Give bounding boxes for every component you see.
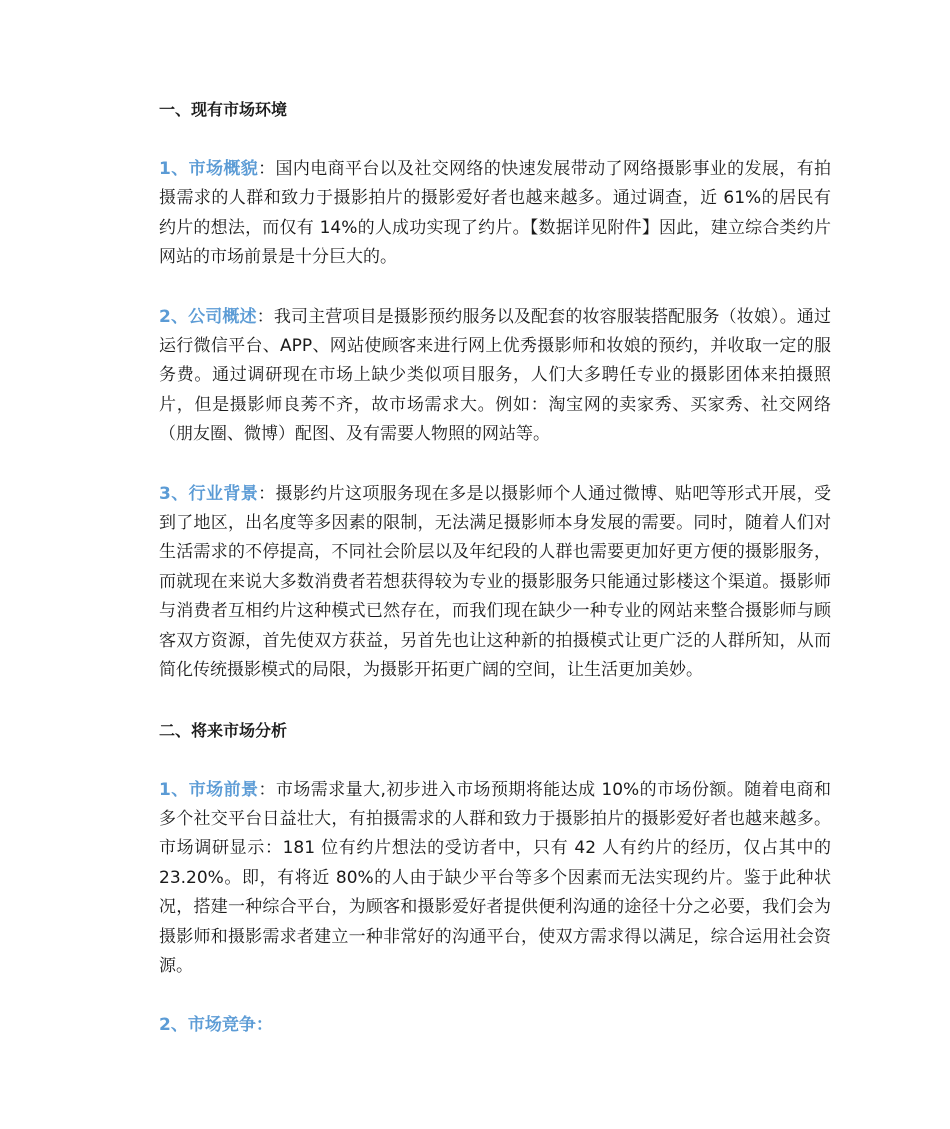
- section1-item2-paragraph: [159, 303, 831, 450]
- section1-item3-text: ：摄影约片这项服务现在多是以摄影师个人通过微博、贴吧等形式开展，受到了地区，出名度等多因素的限制，无法满足摄影师本身发展的需要。同时，随着人们对生活需求的不停提高，不同社会阶层以及年纪段的人群也需要更加好更方便的摄影服务，而就现在来说大多数消费者若想获得较为专业的摄影服务只能通过影楼这个渠道。摄影师与消费者互相约片这种模式已然存在，而我们现在缺少一种专业的网站来整合摄影师与顾客双方资源，首先使双方获益，另首先也让这种新的拍摄模式让更广泛的人群所知，从而简化传统摄影模式的局限，为摄影开拓更广阔的空间，让生活更加美妙。: [159, 483, 831, 681]
- section2-item1-paragraph: [159, 776, 831, 982]
- section1-heading: 一、现有市场环境: [159, 100, 288, 119]
- section2-item2-text: ：: [255, 1015, 273, 1036]
- section1-item3-label: 3、行业背景: [159, 483, 259, 504]
- section1-item2-text: ：我司主营项目是摄影预约服务以及配套的妆容服装搭配服务（妆娘）。通过运行微信平台、APP、网站使顾客来进行网上优秀摄影师和妆娘的预约，并收取一定的服务费。通过调研现在市场上缺少类似项目服务，人们大多聘任专业的摄影团体来拍摄照片，但是摄影师良莠不齐，故市场需求大。例如：淘宝网的卖家秀、买家秀、社交网络（朋友圈、微博）配图、及有需要人物照的网站等。: [159, 306, 831, 445]
- section1-item1-label: 1、市场概貌: [159, 159, 259, 179]
- section2-item1-label: 1、市场前景: [159, 779, 259, 800]
- section1-item3-paragraph: [159, 480, 831, 686]
- section2-item2-label: 2、市场竞争: [159, 1015, 256, 1036]
- section1-item1-text: ：国内电商平台以及社交网络的快速发展带动了网络摄影事业的发展，有拍摄需求的人群和致力于摄影拍片的摄影爱好者也越来越多。通过调查，近 61%的居民有约片的想法，而仅有 14%的人成功实现了约片。【数据详见附件】因此，建立综合类约片网站的市场前景是十分巨大的。: [159, 159, 831, 268]
- section2-item1-text: ：市场需求量大,初步进入市场预期将能达成 10%的市场份额。随着电商和多个社交平台日益壮大，有拍摄需求的人群和致力于摄影拍片的摄影爱好者也越来越多。市场调研显示：181 位有约片想法的受访者中，只有 42 人有约片的经历，仅占其中的 23.20%。即，有将近 80%的人由于缺少平台等多个因素而无法实现约片。鉴于此种状况，搭建一种综合平台，为顾客和摄影爱好者提供便利沟通的途径十分之必要，我们会为摄影师和摄影需求者建立一种非常好的沟通平台，使双方需求得以满足，综合运用社会资源。: [159, 779, 831, 976]
- document-page: [159, 96, 831, 1041]
- section2-item2-paragraph: [159, 1011, 831, 1040]
- section2-heading: 二、将来市场分析: [159, 720, 288, 740]
- section1-item2-label: 2、公司概述: [159, 306, 257, 327]
- section1-item1-paragraph: [159, 155, 831, 273]
